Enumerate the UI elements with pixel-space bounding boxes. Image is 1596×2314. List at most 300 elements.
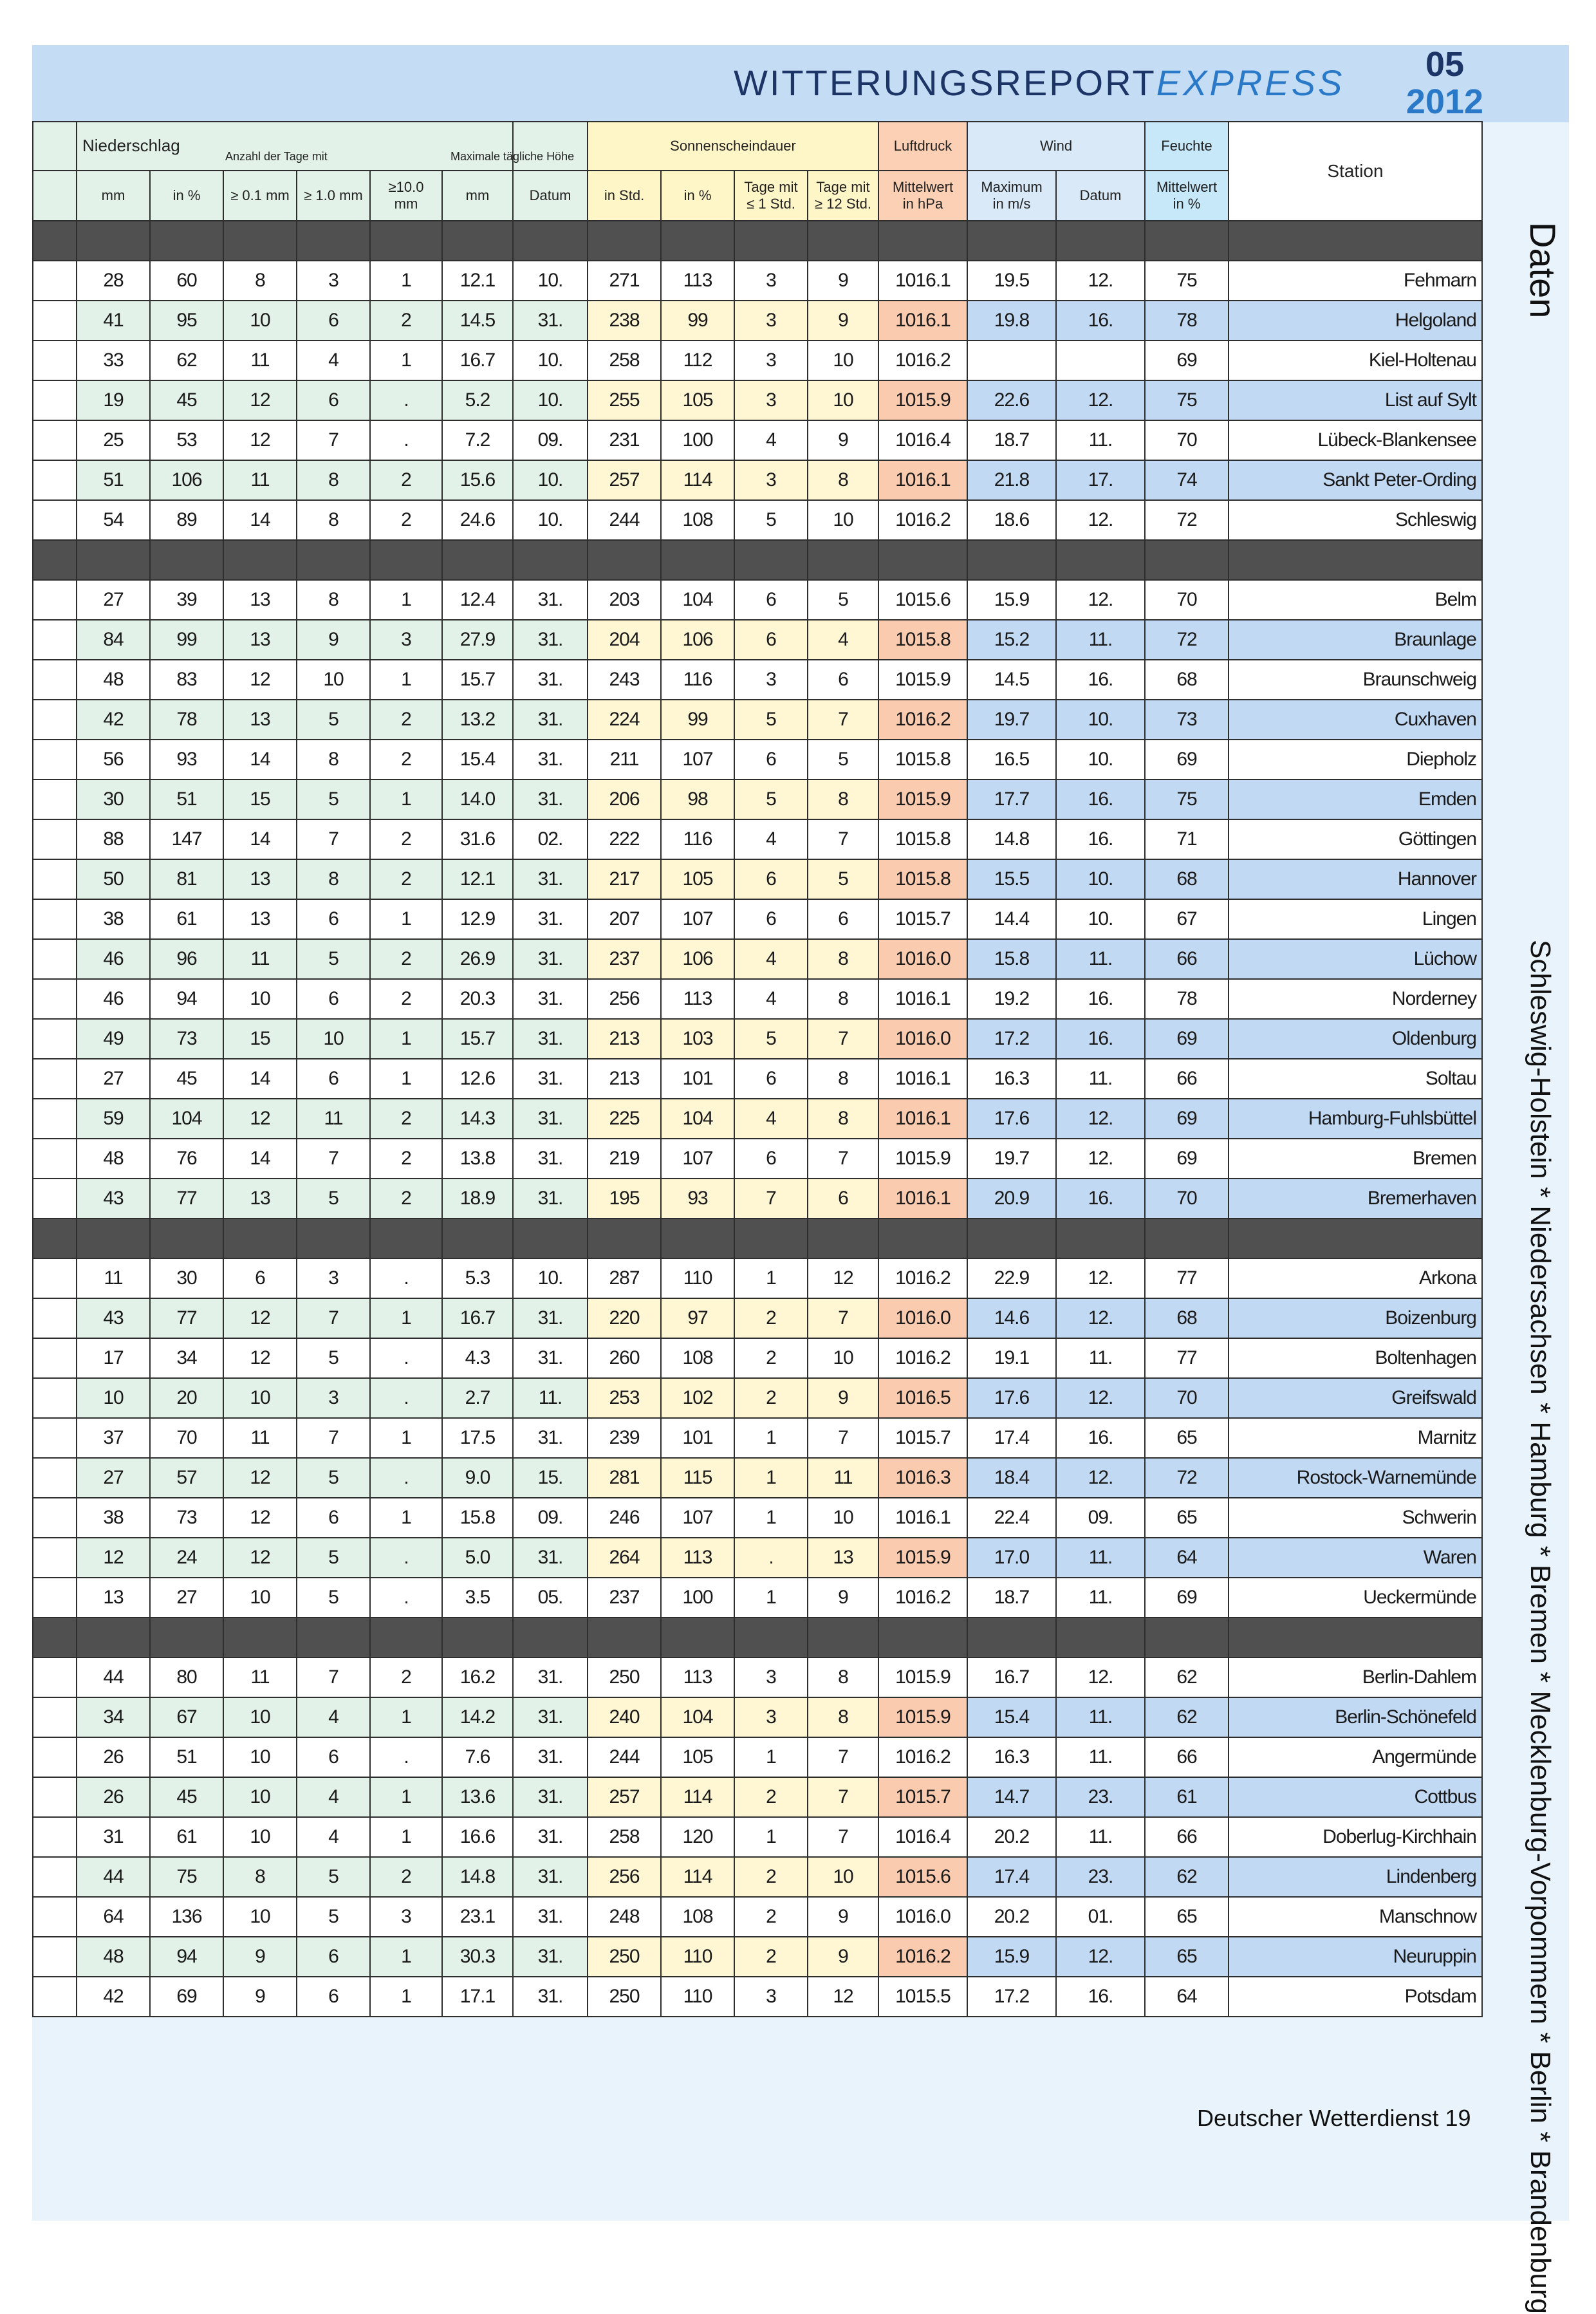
station-row (33, 1657, 1482, 1697)
data-cell: 11 (223, 1418, 297, 1458)
data-cell: 114 (661, 1857, 734, 1897)
data-cell: 93 (661, 1179, 734, 1218)
station-name: Cuxhaven (1229, 700, 1482, 740)
region-separator-cell (878, 540, 967, 580)
data-cell: 11. (1056, 1538, 1145, 1578)
data-cell: 18.4 (967, 1458, 1056, 1498)
data-cell: 3.5 (442, 1578, 513, 1618)
data-cell: 10. (513, 500, 588, 540)
data-cell: 11 (223, 341, 297, 380)
row-spacer (33, 1697, 77, 1737)
data-cell: 10 (223, 1578, 297, 1618)
data-cell: 7 (808, 700, 878, 740)
data-cell: 7 (297, 1418, 370, 1458)
data-cell: 77 (150, 1179, 223, 1218)
data-cell: 4 (734, 1099, 808, 1139)
station-name: Hamburg-Fuhlsbüttel (1229, 1099, 1482, 1139)
data-cell: 12.9 (442, 899, 513, 939)
row-spacer (33, 341, 77, 380)
data-cell: 10. (513, 341, 588, 380)
data-cell: 5 (297, 1857, 370, 1897)
data-cell: 9 (297, 620, 370, 660)
data-cell: 1016.1 (878, 1099, 967, 1139)
header-group-row (33, 122, 1482, 171)
region-separator-cell (808, 540, 878, 580)
data-cell: 27 (77, 1059, 150, 1099)
station-row (33, 301, 1482, 341)
data-cell: 6 (734, 899, 808, 939)
data-cell: 8 (808, 979, 878, 1019)
data-cell: 72 (1145, 500, 1229, 540)
data-cell: 18.7 (967, 420, 1056, 460)
data-cell: 24 (150, 1538, 223, 1578)
data-cell: . (370, 1578, 442, 1618)
data-cell: 69 (1145, 740, 1229, 779)
data-cell: 57 (150, 1458, 223, 1498)
data-cell: 13 (223, 620, 297, 660)
sub-sun-le1 (734, 171, 808, 221)
station-row (33, 500, 1482, 540)
station-row (33, 1498, 1482, 1538)
data-cell (967, 341, 1056, 380)
data-cell: 1015.9 (878, 1139, 967, 1179)
data-cell: 257 (588, 1777, 661, 1817)
data-cell: 101 (661, 1418, 734, 1458)
data-cell: 260 (588, 1338, 661, 1378)
sub-sun-std: in Std. (588, 171, 661, 221)
data-cell: 11. (1056, 420, 1145, 460)
data-cell: 104 (150, 1099, 223, 1139)
data-cell: 258 (588, 1817, 661, 1857)
table-body (33, 221, 1482, 2017)
row-spacer (33, 939, 77, 979)
data-cell: 10. (513, 460, 588, 500)
data-cell: 1016.2 (878, 1578, 967, 1618)
data-cell: 12. (1056, 380, 1145, 420)
data-cell: 6 (223, 1258, 297, 1298)
data-cell: 10 (223, 1737, 297, 1777)
data-cell: 12. (1056, 261, 1145, 301)
header-wind: Wind (967, 122, 1145, 171)
row-spacer (33, 899, 77, 939)
data-cell: 11. (1056, 1338, 1145, 1378)
data-cell: 248 (588, 1897, 661, 1937)
region-separator-cell (661, 221, 734, 261)
data-cell: 15.4 (442, 740, 513, 779)
station-name: Göttingen (1229, 819, 1482, 859)
data-cell: 107 (661, 1139, 734, 1179)
row-spacer (33, 1897, 77, 1937)
data-cell: 12 (77, 1538, 150, 1578)
station-name: Hannover (1229, 859, 1482, 899)
data-cell: 31. (513, 1737, 588, 1777)
data-cell: 67 (1145, 899, 1229, 939)
data-cell: 51 (150, 779, 223, 819)
station-name: Braunlage (1229, 620, 1482, 660)
station-row (33, 1378, 1482, 1418)
region-separator-cell (1229, 1618, 1482, 1657)
region-separator (33, 221, 1482, 261)
data-cell: 11. (1056, 620, 1145, 660)
data-cell: 5 (297, 1538, 370, 1578)
station-name: Rostock-Warnemünde (1229, 1458, 1482, 1498)
data-cell: 4 (297, 1777, 370, 1817)
data-cell: 4 (734, 819, 808, 859)
data-cell: 18.7 (967, 1578, 1056, 1618)
station-name: Braunschweig (1229, 660, 1482, 700)
data-cell: 70 (150, 1418, 223, 1458)
data-cell: 11. (1056, 1578, 1145, 1618)
data-cell: 10. (1056, 740, 1145, 779)
data-cell: 68 (1145, 1298, 1229, 1338)
data-cell: 112 (661, 341, 734, 380)
data-cell: 7 (808, 1817, 878, 1857)
sub-days-100 (370, 171, 442, 221)
data-cell: 1 (370, 660, 442, 700)
footer-text: Deutscher Wetterdienst 19 (1197, 2105, 1471, 2131)
data-cell: 271 (588, 261, 661, 301)
data-cell: 12. (1056, 580, 1145, 620)
data-cell: 44 (77, 1857, 150, 1897)
data-cell: 14 (223, 1059, 297, 1099)
data-cell: 78 (1145, 301, 1229, 341)
header-niederschlag (77, 122, 575, 171)
data-cell: 2 (734, 1378, 808, 1418)
data-cell: 97 (661, 1298, 734, 1338)
data-cell: 244 (588, 1737, 661, 1777)
data-cell: 16.6 (442, 1817, 513, 1857)
data-cell: 31. (513, 1059, 588, 1099)
station-row (33, 1019, 1482, 1059)
data-cell: 7 (808, 1737, 878, 1777)
data-cell: 65 (1145, 1937, 1229, 1977)
header-station: Station (1229, 122, 1482, 221)
data-cell: 64 (77, 1897, 150, 1937)
data-cell: 6 (734, 740, 808, 779)
station-name: Diepholz (1229, 740, 1482, 779)
data-cell: 1 (734, 1258, 808, 1298)
data-cell: 115 (661, 1458, 734, 1498)
data-cell: 70 (1145, 420, 1229, 460)
data-cell: 14.6 (967, 1298, 1056, 1338)
data-cell: 71 (1145, 819, 1229, 859)
data-cell: 1 (370, 1697, 442, 1737)
row-spacer (33, 420, 77, 460)
data-cell: 46 (77, 939, 150, 979)
row-spacer (33, 1019, 77, 1059)
data-cell: 77 (150, 1298, 223, 1338)
station-row (33, 1298, 1482, 1338)
station-name: Marnitz (1229, 1418, 1482, 1458)
data-cell: 104 (661, 1697, 734, 1737)
station-name: Lüchow (1229, 939, 1482, 979)
data-cell: 12 (223, 1338, 297, 1378)
data-cell: 219 (588, 1139, 661, 1179)
data-cell: 93 (150, 740, 223, 779)
data-cell: 5 (734, 779, 808, 819)
data-cell: 6 (808, 1179, 878, 1218)
data-cell: 5 (297, 779, 370, 819)
data-cell: 16.5 (967, 740, 1056, 779)
data-cell: 5.3 (442, 1258, 513, 1298)
region-separator-cell (808, 1218, 878, 1258)
data-cell: 66 (1145, 1737, 1229, 1777)
data-cell: 1 (370, 341, 442, 380)
data-cell: 19.8 (967, 301, 1056, 341)
data-cell: 1 (370, 1977, 442, 2017)
station-row (33, 1897, 1482, 1937)
data-cell: 106 (661, 620, 734, 660)
sub-days-100-a: ≥10.0 (388, 179, 424, 195)
row-spacer (33, 1737, 77, 1777)
region-separator-cell (588, 540, 661, 580)
region-separator-cell (1145, 221, 1229, 261)
row-spacer (33, 859, 77, 899)
data-cell: 13 (223, 700, 297, 740)
region-separator-cell (33, 1618, 77, 1657)
data-cell: 13.8 (442, 1139, 513, 1179)
data-cell: 8 (808, 460, 878, 500)
data-cell: 9.0 (442, 1458, 513, 1498)
data-cell: 22.9 (967, 1258, 1056, 1298)
data-cell: 17.2 (967, 1019, 1056, 1059)
row-spacer (33, 1179, 77, 1218)
data-cell: 17.4 (967, 1418, 1056, 1458)
data-cell: 12. (1056, 1657, 1145, 1697)
data-cell: 17.7 (967, 779, 1056, 819)
station-row (33, 819, 1482, 859)
data-cell: 15.2 (967, 620, 1056, 660)
row-spacer (33, 1099, 77, 1139)
data-cell: 5 (734, 700, 808, 740)
row-spacer (33, 580, 77, 620)
station-name: Lübeck-Blankensee (1229, 420, 1482, 460)
region-separator-cell (734, 1218, 808, 1258)
data-cell: 31. (513, 1179, 588, 1218)
data-cell: 16.3 (967, 1059, 1056, 1099)
sub-pressure-b: in hPa (902, 196, 943, 212)
station-row (33, 1458, 1482, 1498)
data-cell: 108 (661, 500, 734, 540)
station-name: Berlin-Dahlem (1229, 1657, 1482, 1697)
data-cell: 1016.2 (878, 500, 967, 540)
station-row (33, 460, 1482, 500)
region-separator-cell (513, 1218, 588, 1258)
data-cell: 31. (513, 1657, 588, 1697)
data-cell: 231 (588, 420, 661, 460)
data-cell: 2 (370, 740, 442, 779)
data-cell: 45 (150, 1059, 223, 1099)
station-row (33, 261, 1482, 301)
data-cell: 31. (513, 1418, 588, 1458)
data-cell: 48 (77, 660, 150, 700)
station-row (33, 620, 1482, 660)
data-cell: 31. (513, 1019, 588, 1059)
data-cell: 1016.2 (878, 1937, 967, 1977)
sub-days-01: ≥ 0.1 mm (223, 171, 297, 221)
data-cell: 38 (77, 1498, 150, 1538)
station-name: Berlin-Schönefeld (1229, 1697, 1482, 1737)
sub-days-100-b: mm (394, 196, 418, 212)
data-cell: 1 (370, 1418, 442, 1458)
data-cell: 68 (1145, 859, 1229, 899)
data-cell: 255 (588, 380, 661, 420)
station-name: Neuruppin (1229, 1937, 1482, 1977)
region-separator-cell (77, 1618, 150, 1657)
station-row (33, 700, 1482, 740)
data-cell: 2 (370, 500, 442, 540)
data-cell: 31. (513, 1777, 588, 1817)
data-cell: 10 (808, 380, 878, 420)
data-cell: 62 (1145, 1697, 1229, 1737)
data-cell: 287 (588, 1258, 661, 1298)
data-cell: 105 (661, 859, 734, 899)
data-cell: 61 (1145, 1777, 1229, 1817)
region-separator-cell (1229, 221, 1482, 261)
data-cell: 105 (661, 380, 734, 420)
region-separator-cell (442, 221, 513, 261)
data-cell: 14.5 (442, 301, 513, 341)
region-separator-cell (150, 1218, 223, 1258)
data-cell: 12 (223, 1298, 297, 1338)
data-cell: 264 (588, 1538, 661, 1578)
data-cell: 14.2 (442, 1697, 513, 1737)
data-cell: 8 (808, 1059, 878, 1099)
issue-month: 05 (1425, 45, 1465, 84)
data-cell: 98 (661, 779, 734, 819)
data-cell: 2 (370, 859, 442, 899)
data-cell: 12 (223, 660, 297, 700)
data-cell: 8 (808, 1657, 878, 1697)
data-cell: 1015.9 (878, 380, 967, 420)
data-cell: 7 (808, 1139, 878, 1179)
data-cell: 31. (513, 740, 588, 779)
data-cell: 10 (297, 1019, 370, 1059)
data-cell: 2 (734, 1937, 808, 1977)
sub-sun-le1-b: ≤ 1 Std. (747, 196, 795, 212)
data-cell: 8 (297, 580, 370, 620)
data-cell: 14.8 (967, 819, 1056, 859)
region-separator-cell (661, 540, 734, 580)
data-cell: 62 (150, 341, 223, 380)
region-separator-cell (808, 221, 878, 261)
data-cell: 31. (513, 1977, 588, 2017)
data-cell: 3 (297, 261, 370, 301)
data-cell: 3 (370, 1897, 442, 1937)
data-cell: 10. (513, 1258, 588, 1298)
data-cell: 75 (1145, 779, 1229, 819)
data-cell: 10 (808, 1857, 878, 1897)
data-cell: 12 (223, 1498, 297, 1538)
data-cell: 69 (1145, 1139, 1229, 1179)
region-separator-cell (1056, 221, 1145, 261)
data-cell: 11 (223, 1657, 297, 1697)
station-row (33, 740, 1482, 779)
data-cell: 16.3 (967, 1737, 1056, 1777)
station-name: Norderney (1229, 979, 1482, 1019)
data-cell: 31. (513, 1538, 588, 1578)
region-separator-cell (223, 1618, 297, 1657)
data-cell: 237 (588, 939, 661, 979)
region-separator-cell (1056, 1218, 1145, 1258)
data-cell: 43 (77, 1298, 150, 1338)
station-name: Boltenhagen (1229, 1338, 1482, 1378)
data-cell: 16. (1056, 1179, 1145, 1218)
data-cell: 113 (661, 979, 734, 1019)
data-cell: 48 (77, 1937, 150, 1977)
data-cell: 5 (734, 500, 808, 540)
data-cell: 13 (77, 1578, 150, 1618)
data-cell: 44 (77, 1657, 150, 1697)
data-cell: 16. (1056, 1977, 1145, 2017)
data-cell: 2 (734, 1777, 808, 1817)
data-cell: 10 (223, 1817, 297, 1857)
data-cell: 100 (661, 420, 734, 460)
data-cell: 5 (808, 740, 878, 779)
data-cell: 10 (808, 500, 878, 540)
row-spacer (33, 1139, 77, 1179)
data-cell: 256 (588, 979, 661, 1019)
data-cell: 9 (223, 1977, 297, 2017)
data-cell: 5 (297, 700, 370, 740)
data-cell: 12. (1056, 1937, 1145, 1977)
data-cell: 11 (297, 1099, 370, 1139)
data-cell: 12 (223, 1538, 297, 1578)
data-cell: 250 (588, 1977, 661, 2017)
data-cell: 4 (734, 420, 808, 460)
row-spacer (33, 740, 77, 779)
data-cell: 6 (297, 301, 370, 341)
region-separator-cell (297, 540, 370, 580)
data-cell: 3 (734, 1697, 808, 1737)
region-separator-cell (150, 1618, 223, 1657)
data-cell: 6 (297, 1059, 370, 1099)
data-cell: 16. (1056, 1019, 1145, 1059)
data-cell: 12. (1056, 1378, 1145, 1418)
data-cell: 69 (1145, 341, 1229, 380)
data-cell: . (370, 1538, 442, 1578)
station-row (33, 859, 1482, 899)
station-name: Boizenburg (1229, 1298, 1482, 1338)
sub-max-datum: Datum (513, 171, 588, 221)
data-cell: 33 (77, 341, 150, 380)
data-cell: 257 (588, 460, 661, 500)
sub-mm: mm (77, 171, 150, 221)
region-separator-cell (442, 540, 513, 580)
data-cell: 11 (223, 460, 297, 500)
row-spacer (33, 819, 77, 859)
data-cell: 59 (77, 1099, 150, 1139)
data-cell: 16.7 (967, 1657, 1056, 1697)
data-cell: 3 (297, 1378, 370, 1418)
station-row (33, 1139, 1482, 1179)
data-cell: 05. (513, 1578, 588, 1618)
data-cell: . (370, 380, 442, 420)
row-spacer (33, 1338, 77, 1378)
data-cell: 2 (370, 1179, 442, 1218)
data-cell: 74 (1145, 460, 1229, 500)
row-spacer (33, 500, 77, 540)
data-cell: 1015.9 (878, 1538, 967, 1578)
data-cell: 5.0 (442, 1538, 513, 1578)
data-cell: 7 (297, 420, 370, 460)
row-spacer (33, 779, 77, 819)
data-cell: 5 (808, 580, 878, 620)
data-cell: 5 (808, 859, 878, 899)
report-title-main: WITTERUNGSREPORT (734, 62, 1156, 103)
region-separator-cell (808, 1618, 878, 1657)
data-cell: 1016.1 (878, 301, 967, 341)
